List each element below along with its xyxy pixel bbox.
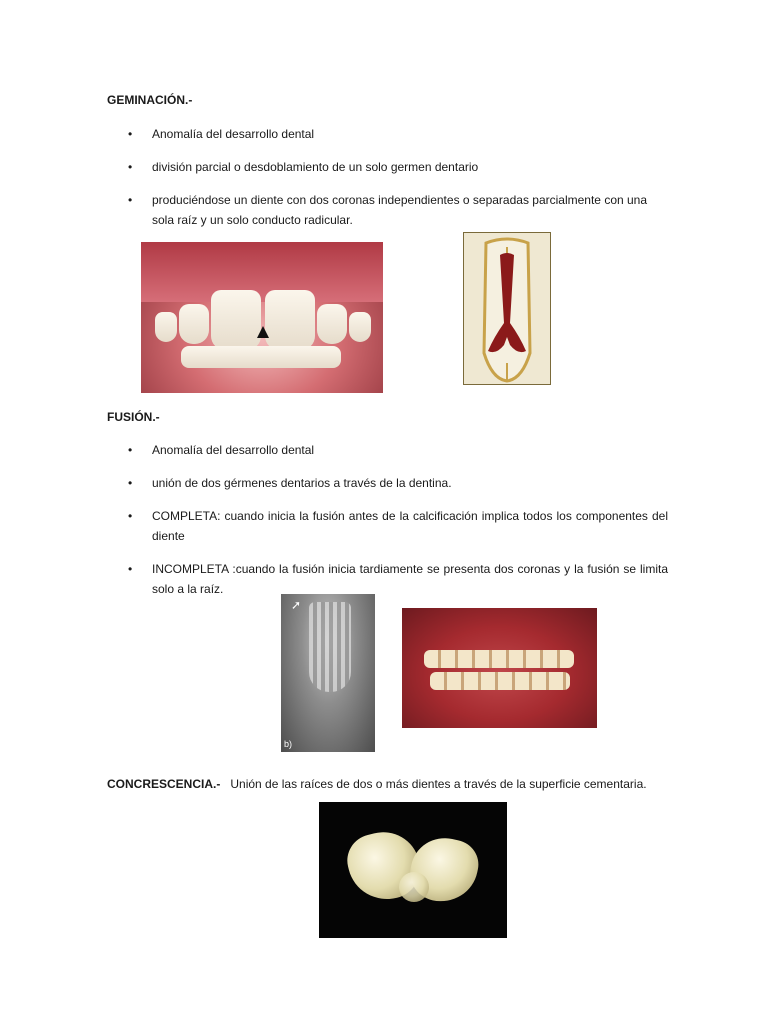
- xray-label: b): [284, 739, 293, 749]
- fusion-xray-image: [281, 594, 375, 752]
- geminacion-list: [128, 124, 668, 243]
- heading-concrescencia-label: CONCRESCENCIA.-: [107, 777, 221, 791]
- list-item: • COMPLETA: cuando inicia la fusión antes de la calcificación implica todos los componentes del diente: [128, 506, 668, 546]
- heading-concrescencia: [107, 777, 647, 791]
- list-item: • INCOMPLETA :cuando la fusión inicia tardiamente se presenta dos coronas y la fusión se limita solo a la raíz.: [128, 559, 668, 599]
- gemination-diagram: [463, 232, 551, 385]
- list-item: • produciéndose un diente con dos coronas independientes o separadas parcialmente con una sola raíz y un solo conducto radicular.: [128, 190, 668, 230]
- heading-fusion: FUSIÓN.-: [107, 410, 160, 424]
- fused-teeth-mouth-photo: [402, 608, 597, 728]
- geminated-teeth-photo: [141, 242, 383, 393]
- list-item: • Anomalía del desarrollo dental: [128, 440, 668, 460]
- arrow-icon: ➚: [291, 598, 302, 612]
- list-item: • unión de dos gérmenes dentarios a través de la dentina.: [128, 473, 668, 493]
- concrescence-teeth-photo: [319, 802, 507, 938]
- concrescencia-description: Unión de las raíces de dos o más dientes a través de la superficie cementaria.: [230, 777, 647, 791]
- list-item: • Anomalía del desarrollo dental: [128, 124, 668, 144]
- heading-geminacion: GEMINACIÓN.-: [107, 93, 193, 107]
- list-item: • división parcial o desdoblamiento de un solo germen dentario: [128, 157, 668, 177]
- fusion-list: [128, 440, 668, 612]
